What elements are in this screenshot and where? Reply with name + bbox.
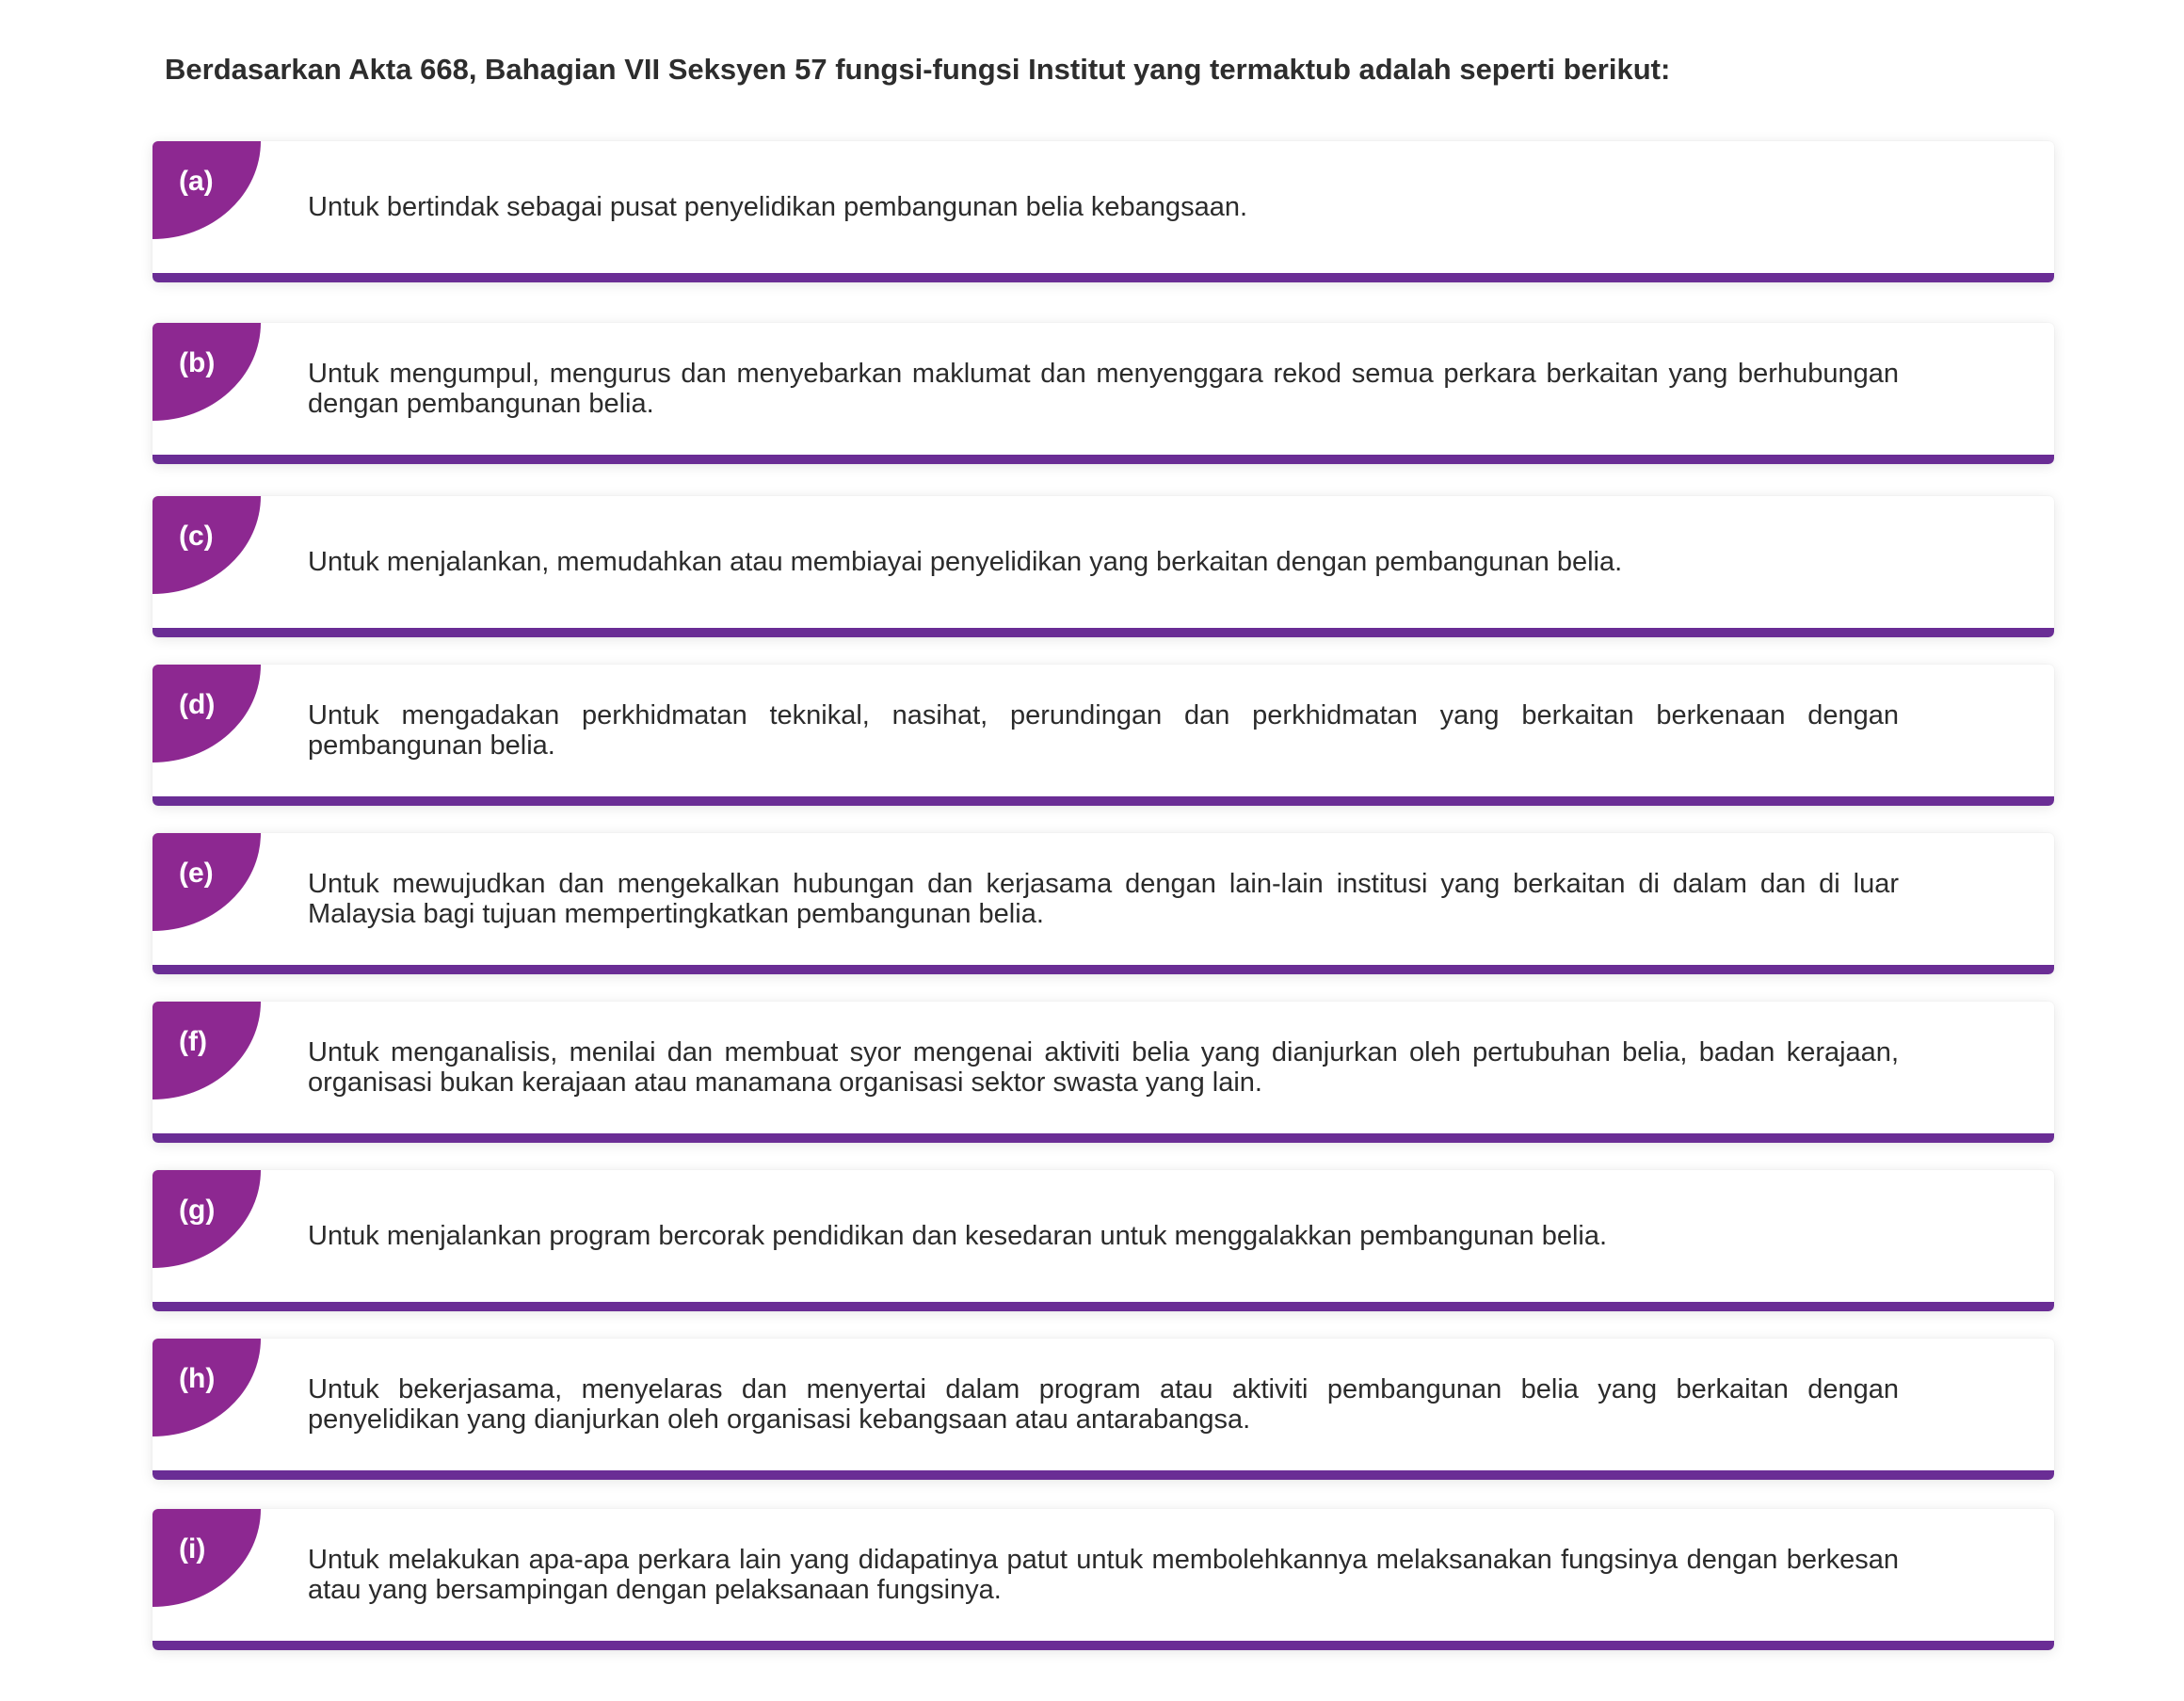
badge-label: (c) — [179, 521, 214, 552]
badge-label: (g) — [179, 1195, 216, 1226]
function-text: Untuk mewujudkan dan mengekalkan hubungan dan kerjasama dengan lain-lain institusi yang berkaitan di dalam dan di luar Malaysia bagi tujuan mempertingkatkan pembangunan belia. — [308, 869, 1899, 929]
badge-label: (i) — [179, 1533, 206, 1565]
function-card-b — [153, 323, 2054, 464]
badge-label: (b) — [179, 347, 216, 378]
function-card-a — [153, 141, 2054, 282]
function-text: Untuk menjalankan, memudahkan atau membiayai penyelidikan yang berkaitan dengan pembangunan belia. — [308, 547, 1623, 577]
badge-label: (a) — [179, 166, 214, 197]
badge-label: (e) — [179, 858, 214, 889]
function-card-g — [153, 1170, 2054, 1311]
function-card-d — [153, 665, 2054, 806]
function-card-e — [153, 833, 2054, 974]
label-badge — [153, 1509, 261, 1607]
function-card-i — [153, 1509, 2054, 1650]
function-text: Untuk menjalankan program bercorak pendidikan dan kesedaran untuk menggalakkan pembangunan belia. — [308, 1221, 1608, 1251]
function-card-f — [153, 1002, 2054, 1143]
function-text: Untuk bertindak sebagai pusat penyelidikan pembangunan belia kebangsaan. — [308, 192, 1248, 222]
function-text: Untuk menganalisis, menilai dan membuat syor mengenai aktiviti belia yang dianjurkan oleh pertubuhan belia, badan kerajaan, organisasi bukan kerajaan atau manamana organisasi sektor swasta yang lain. — [308, 1037, 1899, 1098]
function-card-h — [153, 1339, 2054, 1480]
badge-label: (f) — [179, 1026, 207, 1057]
function-text: Untuk melakukan apa-apa perkara lain yang didapatinya patut untuk membolehkannya melaksanakan fungsinya dengan berkesan atau yang bersampingan dengan pelaksanaan fungsinya. — [308, 1545, 1899, 1605]
badge-label: (h) — [179, 1363, 216, 1394]
intro-text: Berdasarkan Akta 668, Bahagian VII Seksyen 57 fungsi-fungsi Institut yang termaktub adalah seperti berikut: — [165, 53, 1671, 86]
function-text: Untuk mengadakan perkhidmatan teknikal, nasihat, perundingan dan perkhidmatan yang berkaitan berkenaan dengan pembangunan belia. — [308, 700, 1899, 761]
function-text: Untuk mengumpul, mengurus dan menyebarkan maklumat dan menyenggara rekod semua perkara berkaitan yang berhubungan dengan pembangunan belia. — [308, 359, 1899, 419]
badge-label: (d) — [179, 689, 216, 720]
function-card-c — [153, 496, 2054, 637]
function-text: Untuk bekerjasama, menyelaras dan menyertai dalam program atau aktiviti pembangunan belia yang berkaitan dengan penyelidikan yang dianjurkan oleh organisasi kebangsaan atau antarabangsa. — [308, 1374, 1899, 1435]
